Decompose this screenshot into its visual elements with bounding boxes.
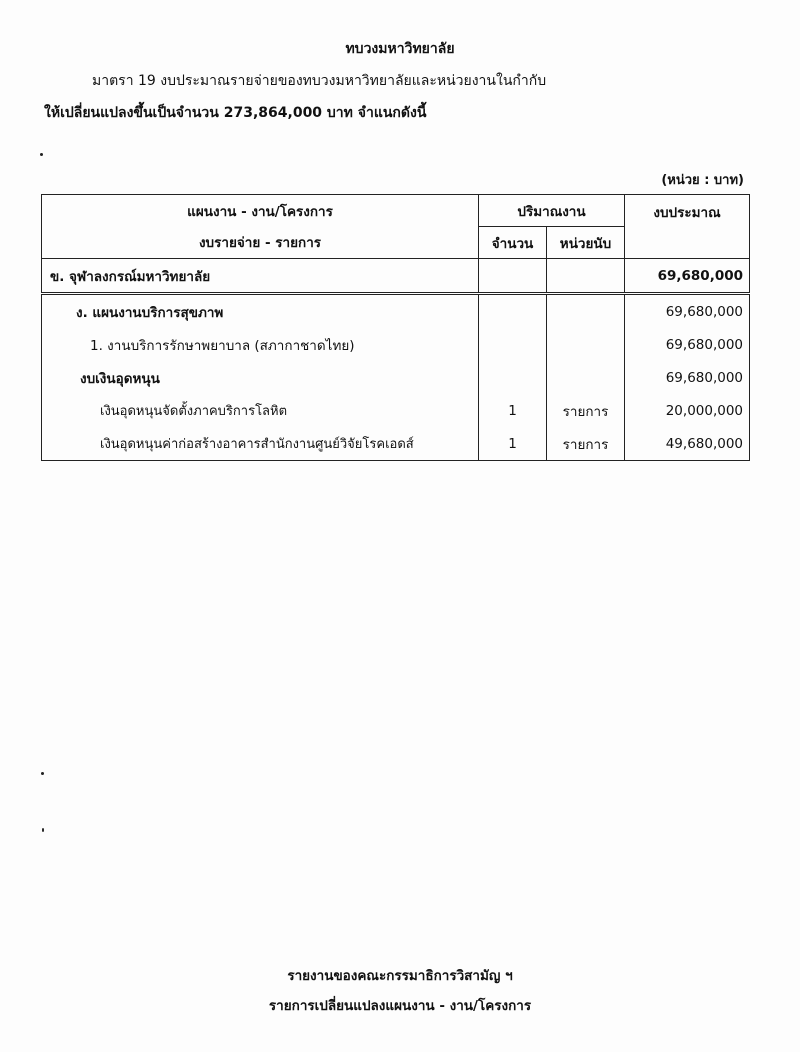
item-label: เงินอุดหนุนค่าก่อสร้างอาคารสำนักงานศูนย์วิจัยโรคเอดส์ [42,427,479,461]
table-row [42,394,750,427]
row-budget: 69,680,000 [625,328,750,361]
expense-category-label: งบเงินอุดหนุน [42,361,479,394]
row-budget: 49,680,000 [625,427,750,461]
table-row [42,294,750,329]
row-budget: 69,680,000 [625,361,750,394]
table-row [42,328,750,361]
scan-speck [41,772,44,775]
footer-report-title: รายงานของคณะกรรมาธิการวิสามัญ ฯ [287,968,513,984]
ministry-title: ทบวงมหาวิทยาลัย [345,41,455,57]
row-unit [547,294,625,329]
row-qty: 1 [479,427,547,461]
row-unit [547,361,625,394]
row-unit: รายการ [547,394,625,427]
header-unit: หน่วยนับ [547,227,625,259]
header-plan: แผนงาน - งาน/โครงการ [42,195,479,227]
header-amount: จำนวน [479,227,547,259]
header-budget: งบประมาณ [625,195,750,259]
org-label: ข. จุฬาลงกรณ์มหาวิทยาลัย [42,259,479,294]
header-quantity: ปริมาณงาน [479,195,625,227]
row-qty: 1 [479,394,547,427]
table-row [42,427,750,461]
budget-table [41,194,750,461]
org-qty [479,259,547,294]
header-expense: งบรายจ่าย - รายการ [42,227,479,259]
unit-note: (หน่วย : บาท) [661,173,744,188]
table-row [42,361,750,394]
row-qty [479,361,547,394]
section-heading: มาตรา 19 งบประมาณรายจ่ายของทบวงมหาวิทยาลัยและหน่วยงานในกำกับ [92,73,547,89]
row-qty [479,328,547,361]
footer-report-subtitle: รายการเปลี่ยนแปลงแผนงาน - งาน/โครงการ [268,998,532,1014]
row-unit: รายการ [547,427,625,461]
scan-speck [42,828,44,832]
org-budget: 69,680,000 [625,259,750,294]
row-budget: 20,000,000 [625,394,750,427]
row-unit [547,328,625,361]
org-unit [547,259,625,294]
org-row [42,259,750,294]
project-label: 1. งานบริการรักษาพยาบาล (สภากาชาดไทย) [42,328,479,361]
change-statement: ให้เปลี่ยนแปลงขึ้นเป็นจำนวน 273,864,000 บาท จำแนกดังนี้ [44,105,427,121]
plan-label: ง. แผนงานบริการสุขภาพ [42,294,479,329]
scan-speck [40,153,43,156]
item-label: เงินอุดหนุนจัดตั้งภาคบริการโลหิต [42,394,479,427]
row-qty [479,294,547,329]
row-budget: 69,680,000 [625,294,750,329]
